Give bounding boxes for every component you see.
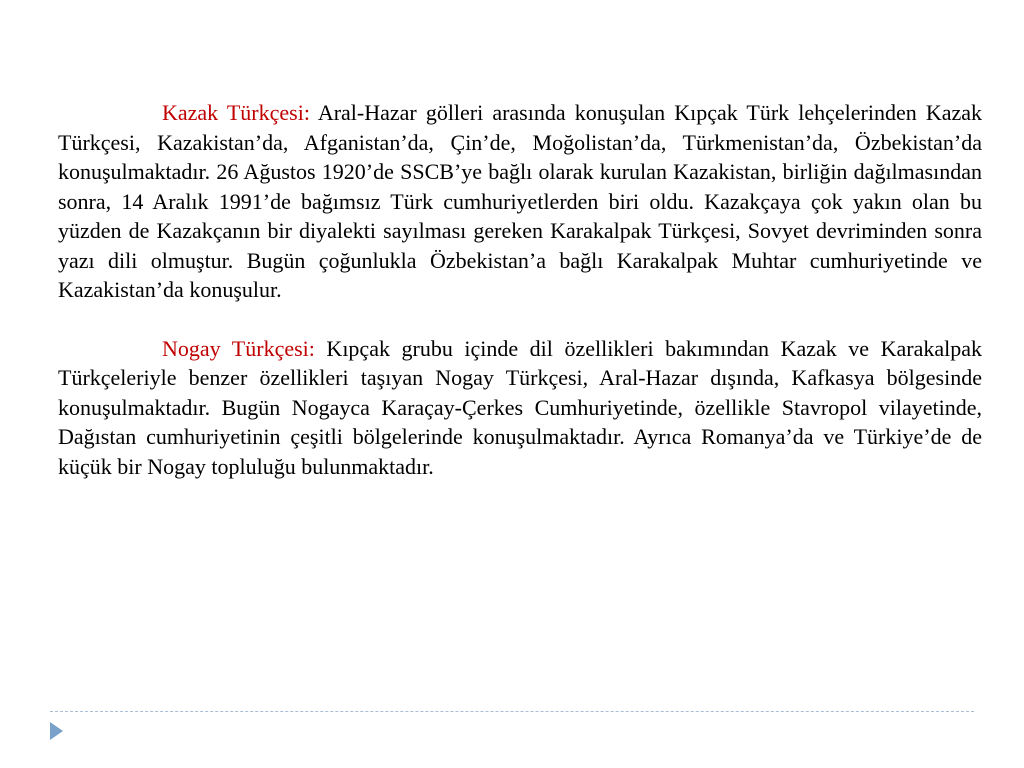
- term-nogay-turkcesi: Nogay Türkçesi:: [162, 335, 315, 361]
- paragraph-kazak: [58, 98, 982, 305]
- footer-divider: [50, 711, 974, 712]
- paragraph-kazak-text: Aral-Hazar gölleri arasında konuşulan Kıpçak Türk lehçelerinden Kazak Türkçesi, Kazakistan’da, Afganistan’da, Çin’de, Moğolistan’da, Türkmenistan’da, Özbekistan’da konuşulmaktadır. 26 Ağustos 1920’de SSCB’ye bağlı olarak kurulan Kazakistan, birliğin dağılmasından sonra, 14 Aralık 1991’de bağımsız Türk cumhuriyetlerden biri oldu. Kazakçaya çok yakın olan bu yüzden de Kazakçanın bir diyalekti sayılması gereken Karakalpak Türkçesi, Sovyet devriminden sonra yazı dili olmuştur. Bugün çoğunlukla Özbekistan’a bağlı Karakalpak Muhtar cumhuriyetinde ve Kazakistan’da konuşulur.: [58, 100, 982, 302]
- paragraph-nogay: [58, 334, 982, 482]
- paragraph-nogay-text: Kıpçak grubu içinde dil özellikleri bakımından Kazak ve Karakalpak Türkçeleriyle benzer özellikleri taşıyan Nogay Türkçesi, Aral-Hazar dışında, Kafkasya bölgesinde konuşulmaktadır. Bugün Nogayca Karaçay-Çerkes Cumhuriyetinde, özellikle Stavropol vilayetinde, Dağıstan cumhuriyetinin çeşitli bölgelerinde konuşulmaktadır. Ayrıca Romanya’da ve Türkiye’de de küçük bir Nogay topluluğu bulunmaktadır.: [58, 335, 982, 479]
- slide-body: [58, 98, 982, 481]
- triangle-right-icon[interactable]: [50, 722, 63, 740]
- term-kazak-turkcesi: Kazak Türkçesi:: [162, 100, 310, 125]
